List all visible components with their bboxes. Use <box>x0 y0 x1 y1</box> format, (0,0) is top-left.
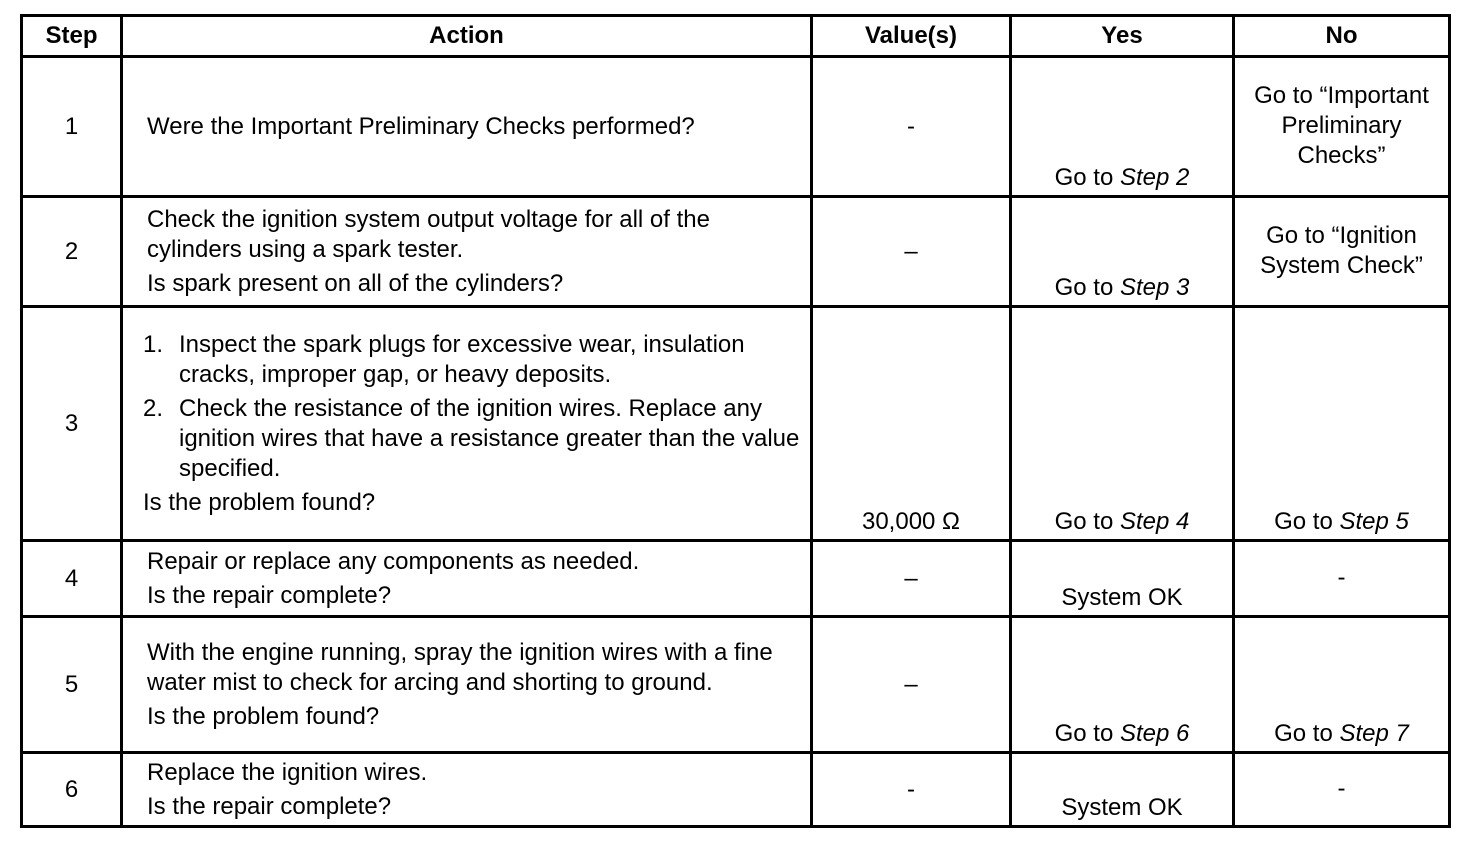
no-cell: Go to “Important Preliminary Checks” <box>1234 57 1450 197</box>
action-text <box>122 617 812 753</box>
action-question: Is the repair complete? <box>147 581 392 609</box>
header-values: Value(s) <box>812 16 1011 57</box>
action-question: Is the problem found? <box>143 488 376 516</box>
action-text <box>122 197 812 307</box>
value-cell: – <box>812 541 1011 617</box>
yes-cell: Go to Step 6 <box>1011 617 1234 753</box>
no-cell: Go to “Ignition System Check” <box>1234 197 1450 307</box>
header-row <box>22 16 1450 57</box>
action-question: Is spark present on all of the cylinders? <box>147 269 564 297</box>
no-cell: - <box>1234 753 1450 827</box>
yes-cell: System OK <box>1011 753 1234 827</box>
header-step: Step <box>22 16 122 57</box>
action-question: Is the repair complete? <box>147 792 392 820</box>
action-steps-list <box>143 330 804 484</box>
yes-cell: Go to Step 4 <box>1011 307 1234 541</box>
step-number: 6 <box>22 753 122 827</box>
step-number: 1 <box>22 57 122 197</box>
action-instruction: Replace the ignition wires. <box>147 758 428 786</box>
yes-cell: System OK <box>1011 541 1234 617</box>
action-instruction: Check the ignition system output voltage for all of the cylinders using a spark tester. <box>147 205 710 263</box>
value-cell: 30,000 Ω <box>812 307 1011 541</box>
table-row <box>22 541 1450 617</box>
step-number: 5 <box>22 617 122 753</box>
header-no: No <box>1234 16 1450 57</box>
action-text <box>122 753 812 827</box>
no-cell: Go to Step 5 <box>1234 307 1450 541</box>
table-row <box>22 307 1450 541</box>
list-item: 2. Check the resistance of the ignition wires. Replace any ignition wires that have a resistance greater than the value specified. <box>143 394 800 482</box>
action-question: Is the problem found? <box>147 702 380 730</box>
action-instruction: Repair or replace any components as needed. <box>147 547 640 575</box>
list-item: 1. Inspect the spark plugs for excessive wear, insulation cracks, improper gap, or heavy deposits. <box>143 330 745 388</box>
action-text: Were the Important Preliminary Checks performed? <box>122 57 812 197</box>
step-number: 3 <box>22 307 122 541</box>
table-row <box>22 617 1450 753</box>
step-number: 4 <box>22 541 122 617</box>
yes-cell: Go to Step 2 <box>1011 57 1234 197</box>
value-cell: – <box>812 617 1011 753</box>
step-number: 2 <box>22 197 122 307</box>
value-cell: – <box>812 197 1011 307</box>
yes-cell: Go to Step 3 <box>1011 197 1234 307</box>
no-cell: Go to Step 7 <box>1234 617 1450 753</box>
value-cell: - <box>812 57 1011 197</box>
table-row <box>22 197 1450 307</box>
table-row <box>22 57 1450 197</box>
value-cell: - <box>812 753 1011 827</box>
no-cell: - <box>1234 541 1450 617</box>
action-text <box>122 541 812 617</box>
action-instruction: With the engine running, spray the ignition wires with a fine water mist to check for arcing and shorting to ground. <box>147 638 773 696</box>
diagnostic-table <box>20 14 1451 828</box>
table-row <box>22 753 1450 827</box>
header-action: Action <box>122 16 812 57</box>
action-text <box>122 307 812 541</box>
header-yes: Yes <box>1011 16 1234 57</box>
